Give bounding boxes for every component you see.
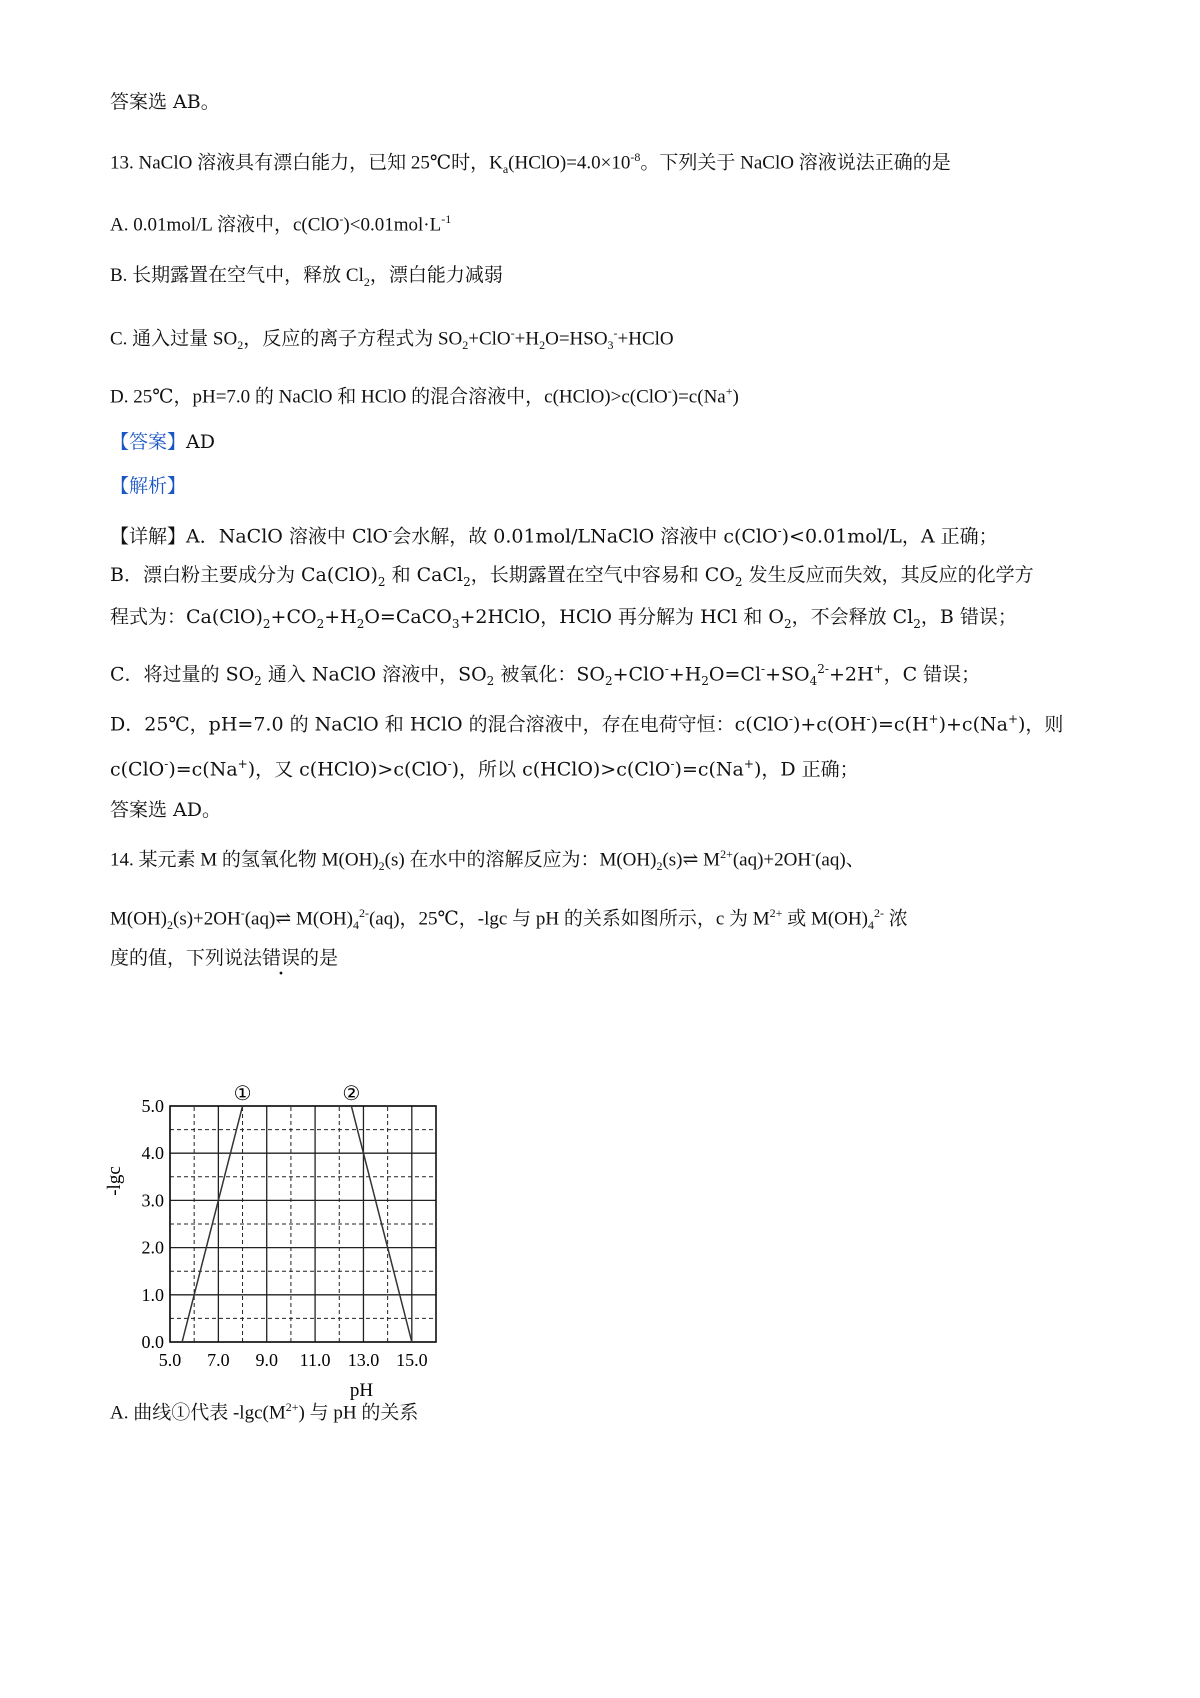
x-tick-label: 13.0 [347, 1350, 380, 1370]
series-label-1: ① [233, 1081, 252, 1105]
detail-a: 【详解】A．NaClO 溶液中 ClO-会水解，故 0.01mol/LNaClO 溶液中 c(ClO-)<0.01mol/L，A 正确； [110, 524, 998, 548]
analysis-label: 【解析】 [110, 475, 187, 497]
option-b: B. 长期露置在空气中，释放 $Cl_2$，漂白能力减弱 [110, 265, 503, 289]
y-tick-label: 4.0 [141, 1143, 164, 1164]
question-14-stem-1: 14. 某元素 M 的氢氧化物 $M(OH)_2(s)$ 在水中的溶解反应为：$M(OH)_2(s)\rightleftharpoons$ $M^{2+}(aq)+2OH^-(aq)$、 [110, 847, 865, 874]
y-tick-label: 1.0 [141, 1284, 164, 1305]
detail-b-2: 程式为：$Ca(ClO)_2+CO_2+H_2O=CaCO_3+2HClO$，HClO 再分解为 HCl 和 $O_2$，不会释放 $Cl_2$，B 错误； [110, 606, 1017, 631]
answer-line-ad: 答案选 AD。 [110, 799, 221, 821]
option-a: A. 0.01mol/L 溶液中，$c(ClO^-)<0.01mol\cdot L^{-1}$ [110, 212, 452, 236]
option-d: D. 25℃，pH=7.0 的 NaClO 和 HClO 的混合溶液中，c(HClO)>c(ClO-)=c(Na+) [110, 384, 739, 408]
y-tick-label: 3.0 [141, 1190, 164, 1211]
question-14-option-a: A. 曲线①代表 $-\lg c(M^{2+})$ 与 pH 的关系 [110, 1400, 419, 1424]
x-tick-label: 7.0 [207, 1350, 230, 1370]
question-13-stem: 13. NaClO 溶液具有漂白能力，已知 25℃时，$K_a(HClO)=4.0\times 10^{-8}$。下列关于 NaClO 溶液说法正确的是 [110, 150, 951, 177]
detail-d-1: D．25℃，pH=7.0 的 NaClO 和 HClO 的混合溶液中，存在电荷守恒：c(ClO-)+c(OH-)=c(H+)+c(Na+)，则 [110, 712, 1064, 736]
emphasis-wrong: 错误 [262, 947, 301, 969]
series-label-2: ② [342, 1081, 361, 1105]
x-tick-label: 15.0 [396, 1350, 428, 1370]
question-14-stem-2: $M(OH)_2(s)+2OH^-(aq)\rightleftharpoons$ $M(OH)_4^{2-}(aq)$，25℃，-lgc 与 pH 的关系如图所示，c 为 $M^{2+}$ 或 $M(OH)_4^{2-}$ 浓 [110, 906, 908, 933]
x-axis-label: pH [349, 1380, 374, 1401]
x-tick-label: 9.0 [255, 1350, 278, 1370]
answer-line-ab: 答案选 AB。 [110, 91, 220, 113]
ph-lgc-chart [100, 1080, 520, 1401]
option-c: C. 通入过量 $SO_2$，反应的离子方程式为 $SO_2+ClO^-+H_2O=HSO_3^-+HClO$ [110, 326, 674, 353]
detail-c: C．将过量的 $SO_2$ 通入 NaClO 溶液中，$SO_2$ 被氧化：$SO_2+ClO^-+H_2O=Cl^-+SO_4^{2-}+2H^+$，C 错误； [110, 662, 981, 689]
y-tick-label: 5.0 [141, 1096, 164, 1116]
y-axis-label: -lgc [104, 1166, 125, 1196]
y-tick-label: 2.0 [141, 1237, 164, 1258]
answer-row: 【答案】AD [110, 431, 215, 453]
question-14-stem-3: 度的值，下列说法错误的是 [110, 947, 339, 969]
detail-d-2: c(ClO-)=c(Na+)，又 c(HClO)>c(ClO-)，所以 c(HClO)>c(ClO-)=c(Na+)，D 正确； [110, 757, 859, 781]
x-tick-label: 11.0 [299, 1350, 331, 1370]
x-tick-label: 5.0 [158, 1350, 182, 1370]
y-tick-label: 0.0 [141, 1332, 164, 1352]
detail-b-1: B．漂白粉主要成分为 $Ca(ClO)_2$ 和 CaCl$_2$，长期露置在空气中容易和 $CO_2$ 发生反应而失效，其反应的化学方 [110, 564, 1034, 589]
